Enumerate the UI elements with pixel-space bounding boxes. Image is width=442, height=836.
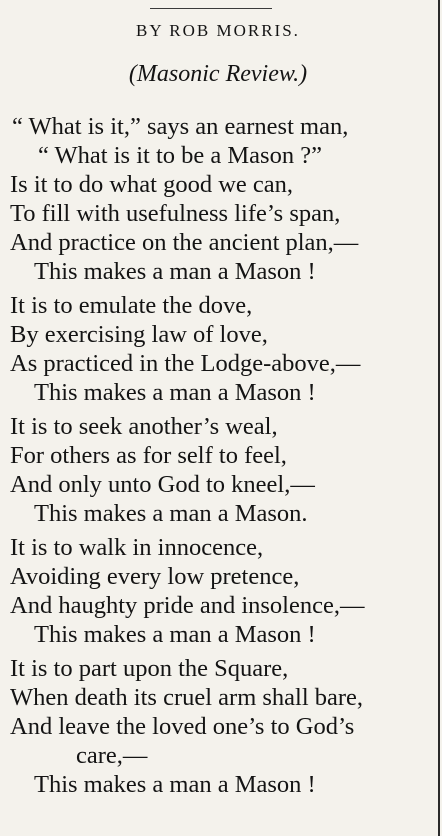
stanza-3	[10, 412, 436, 528]
stanza-4	[10, 533, 436, 649]
poem-line: For others as for self to feel,	[10, 442, 287, 469]
source-attribution: (Masonic Review.)	[128, 61, 308, 87]
poem-body	[10, 112, 436, 804]
poem-line: When death its cruel arm shall bare,	[10, 684, 364, 711]
refrain-line: This makes a man a Mason.	[34, 500, 308, 527]
poem-line: It is to emulate the dove,	[10, 292, 253, 319]
column-rule	[438, 0, 440, 836]
poem-line-continuation: care,—	[76, 742, 148, 769]
poem-line: Avoiding every low pretence,	[10, 563, 300, 590]
refrain-line: This makes a man a Mason !	[34, 258, 316, 285]
poem-line: “ What is it,” says an earnest man,	[12, 113, 349, 140]
stanza-1	[10, 112, 436, 286]
poem-line: It is to walk in innocence,	[10, 534, 264, 561]
poem-line: “ What is it to be a Mason ?”	[38, 142, 322, 169]
poem-line: And leave the loved one’s to God’s	[10, 713, 355, 740]
poem-line: And haughty pride and insolence,—	[10, 592, 365, 619]
poem-line: By exercising law of love,	[10, 321, 268, 348]
poem-line: And practice on the ancient plan,—	[10, 229, 359, 256]
stanza-5	[10, 654, 436, 799]
poem-line: As practiced in the Lodge-above,—	[10, 350, 361, 377]
header-rule	[150, 8, 272, 9]
poem-line: To fill with usefulness life’s span,	[10, 200, 341, 227]
poem-line: It is to seek another’s weal,	[10, 413, 278, 440]
refrain-line: This makes a man a Mason !	[34, 621, 316, 648]
poem-line: It is to part upon the Square,	[10, 655, 289, 682]
author-byline: BY ROB MORRIS.	[136, 21, 300, 40]
poem-line: Is it to do what good we can,	[10, 171, 294, 198]
refrain-line: This makes a man a Mason !	[34, 771, 316, 798]
poem-line: And only unto God to kneel,—	[10, 471, 315, 498]
stanza-2	[10, 291, 436, 407]
refrain-line: This makes a man a Mason !	[34, 379, 316, 406]
